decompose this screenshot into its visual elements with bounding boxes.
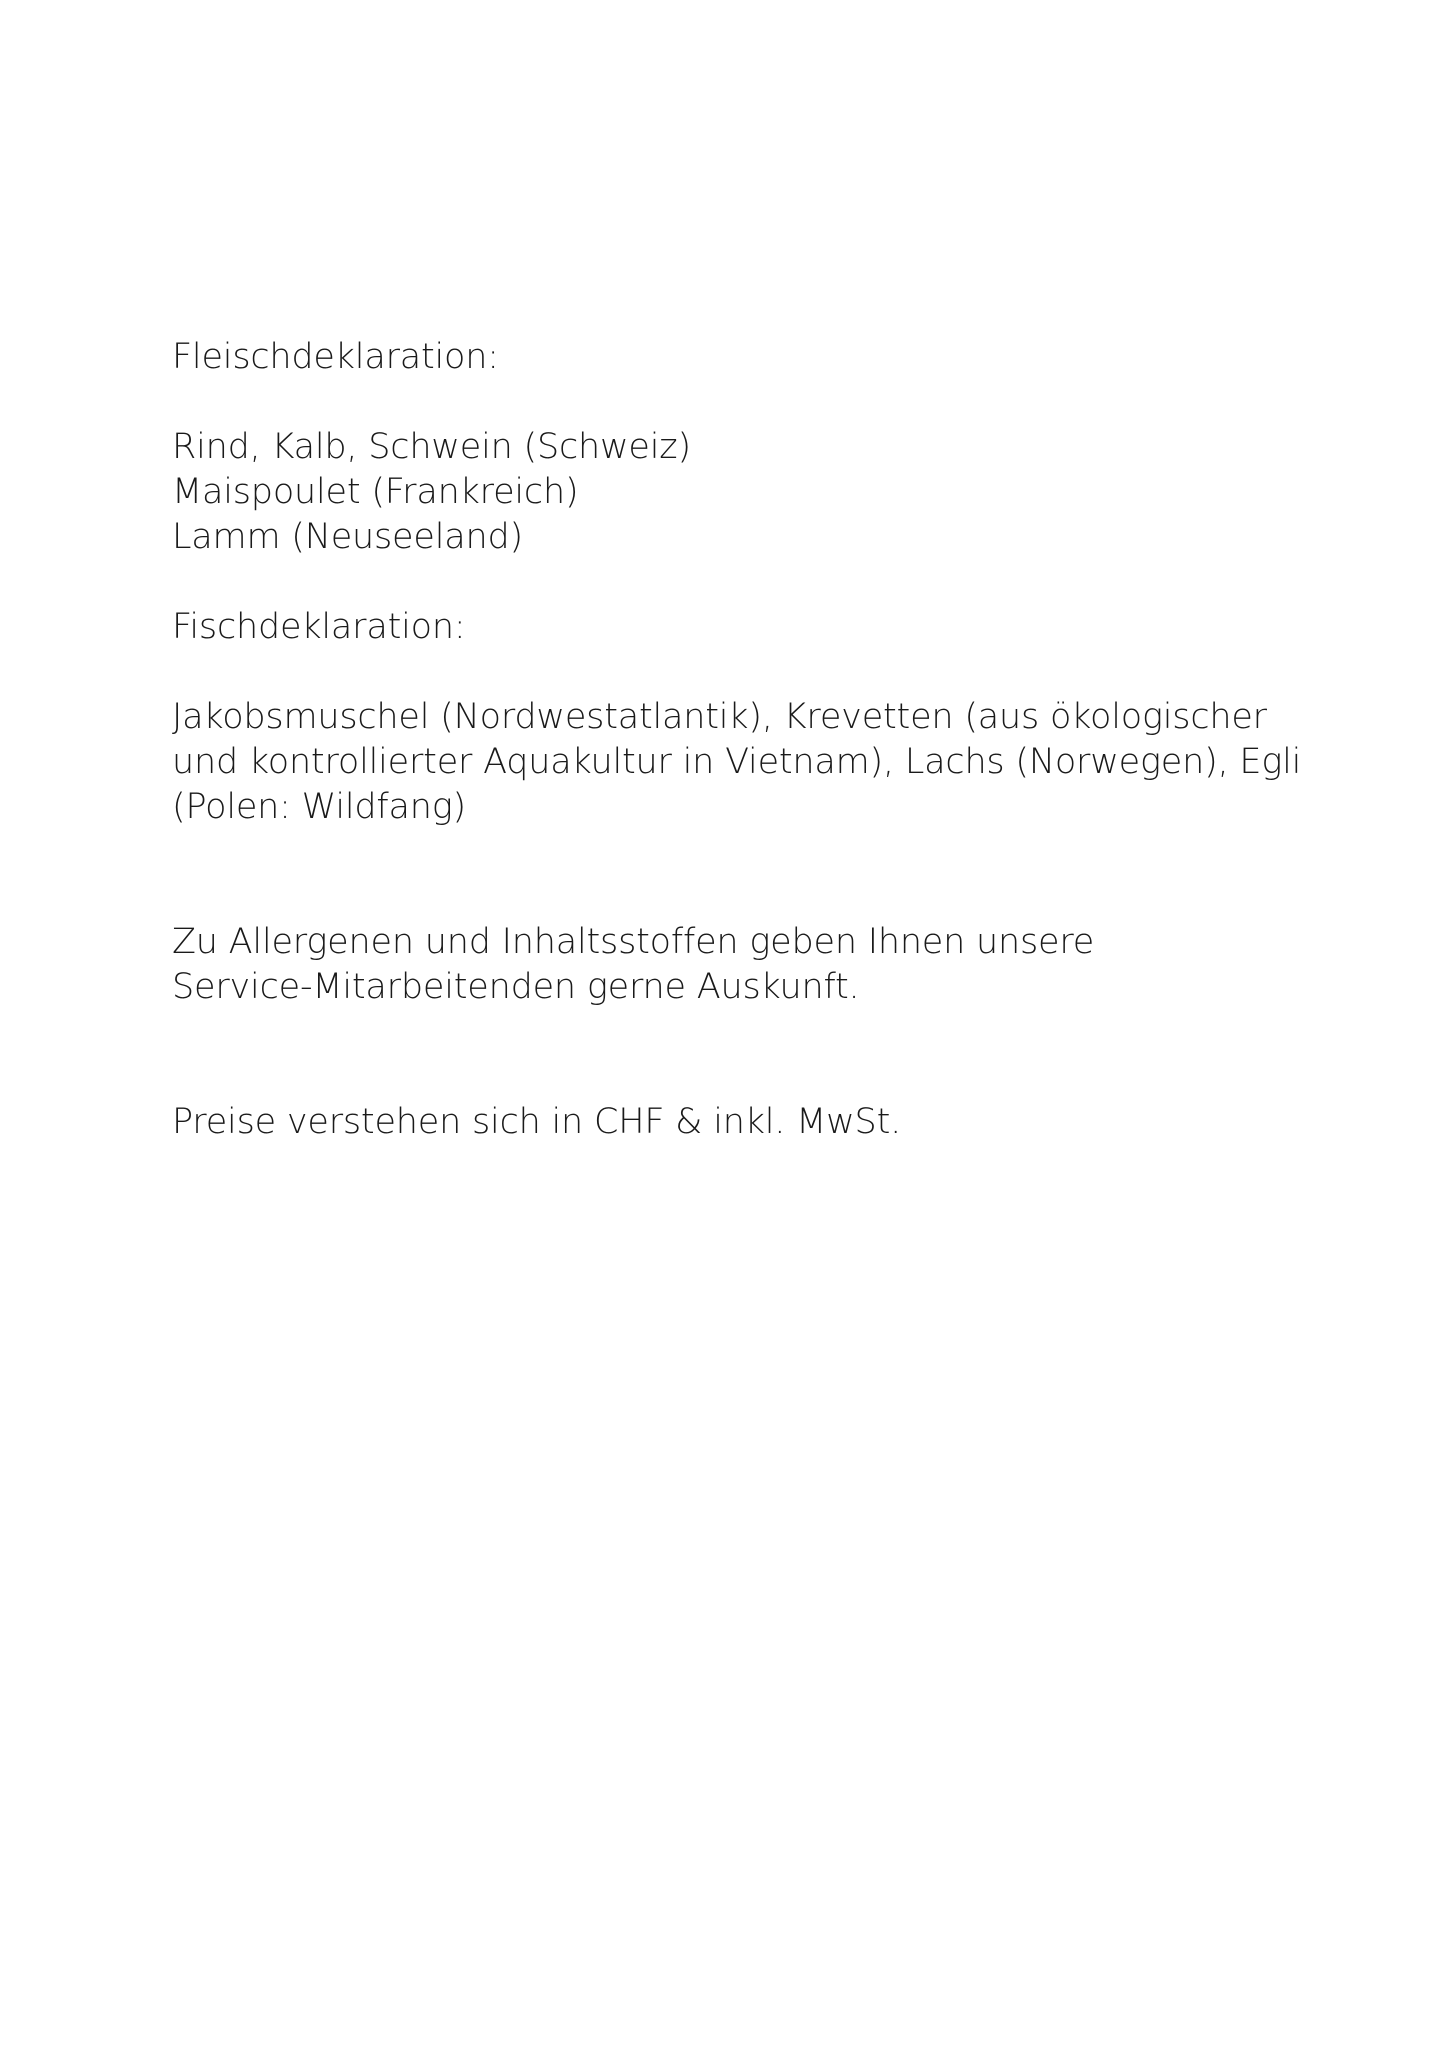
allergen-note-text: Service-Mitarbeitenden gerne Auskunft. <box>172 967 860 1007</box>
fish-declaration <box>172 605 1302 830</box>
meat-declaration-heading: Fleischdeklaration: <box>172 337 499 377</box>
meat-item: Maispoulet (Frankreich) <box>172 472 579 512</box>
fish-declaration-heading: Fischdeklaration: <box>172 607 466 647</box>
fish-declaration-text: Jakobsmuschel (Nordwestatlantik), Krevetten (aus ökologischer <box>172 697 1267 737</box>
allergen-note-text: Zu Allergenen und Inhaltsstoffen geben Ihnen unsere <box>172 922 1095 962</box>
fish-declaration-text: und kontrollierter Aquakultur in Vietnam), Lachs (Norwegen), Egli <box>172 742 1302 782</box>
meat-item: Rind, Kalb, Schwein (Schweiz) <box>172 427 691 467</box>
allergen-note <box>172 920 1302 1010</box>
spacer <box>172 830 1302 920</box>
fish-declaration-text: (Polen: Wildfang) <box>172 787 466 827</box>
spacer <box>172 380 1302 425</box>
price-note-text: Preise verstehen sich in CHF & inkl. MwSt. <box>172 1102 902 1142</box>
meat-declaration <box>172 335 1302 560</box>
spacer <box>172 650 1302 695</box>
price-note <box>172 1100 1302 1145</box>
spacer <box>172 1010 1302 1100</box>
meat-item: Lamm (Neuseeland) <box>172 517 523 557</box>
spacer <box>172 560 1302 605</box>
declaration-content <box>172 335 1302 1145</box>
